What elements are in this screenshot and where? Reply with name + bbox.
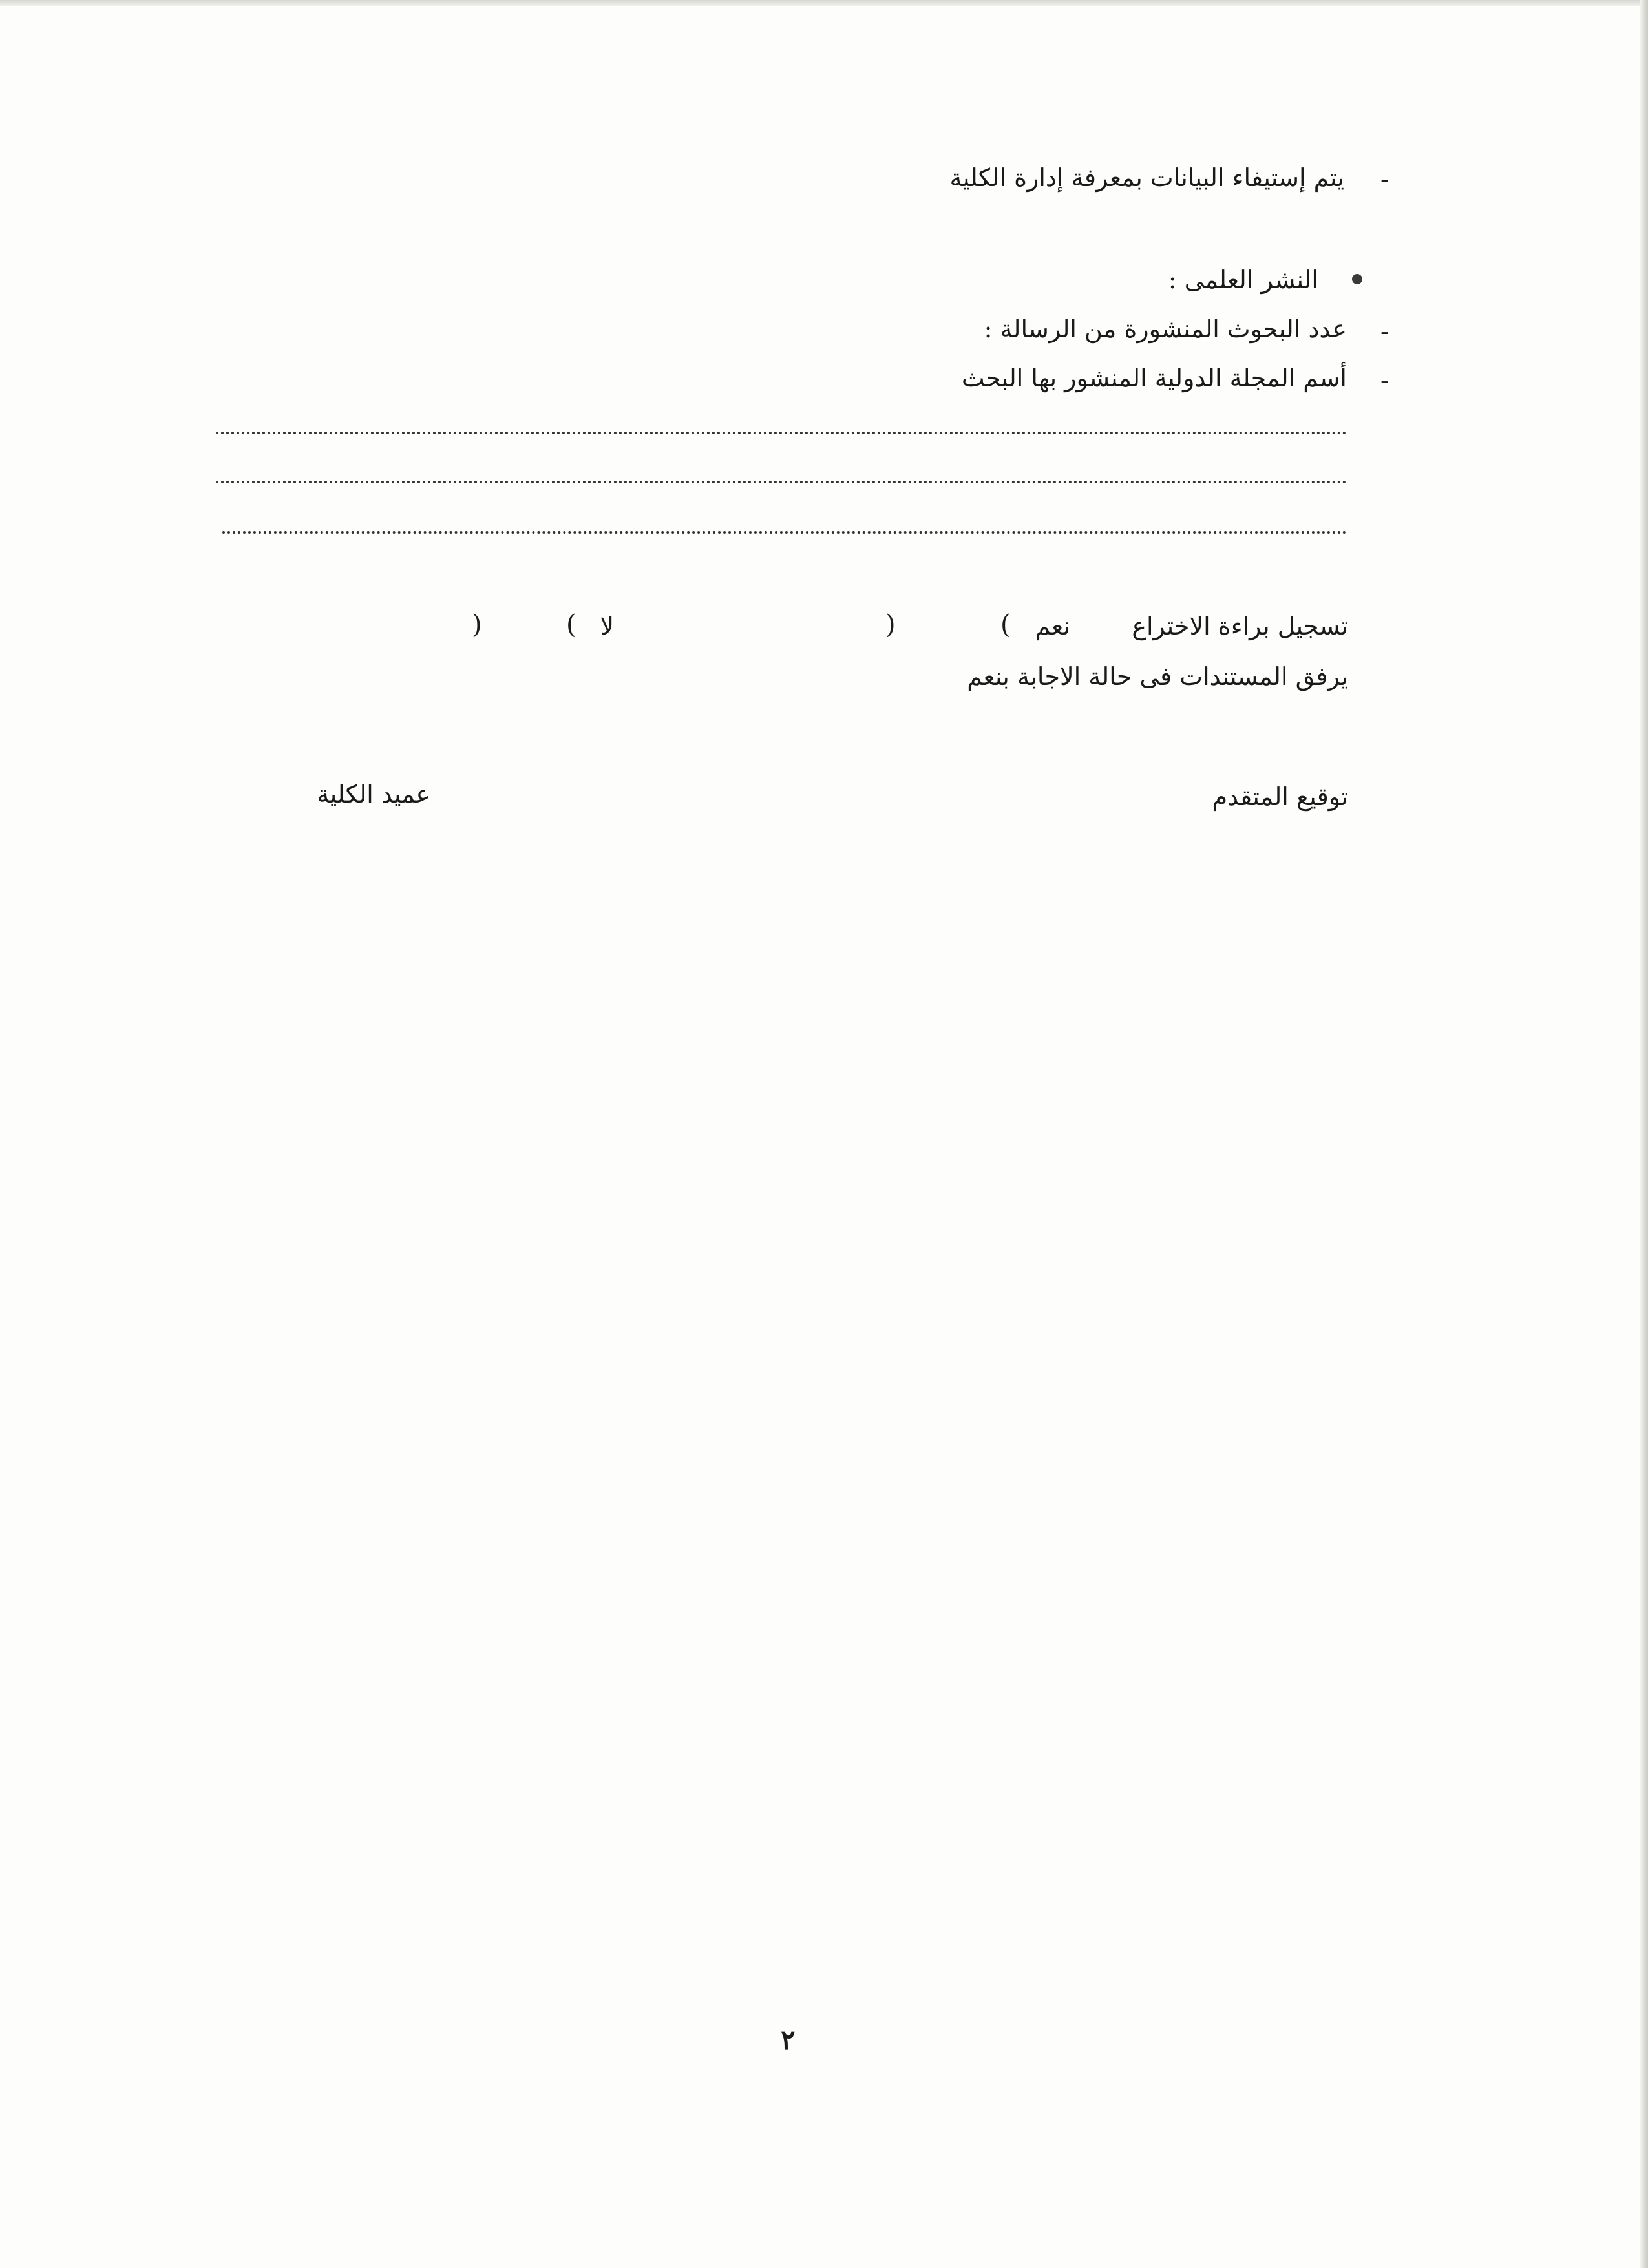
- patent-no-label: لا: [600, 612, 614, 640]
- yes-checkbox-close[interactable]: ): [885, 610, 896, 640]
- papers-count-line: عدد البحوث المنشورة من الرسالة :: [984, 315, 1347, 343]
- dash-marker: -: [1380, 317, 1389, 346]
- dotted-fill-line-3[interactable]: [222, 531, 1347, 534]
- bullet-icon: [1352, 274, 1362, 284]
- dash-marker: -: [1380, 366, 1389, 395]
- attach-note: يرفق المستندات فى حالة الاجابة بنعم: [967, 662, 1348, 691]
- patent-yes-label: نعم: [1035, 612, 1070, 640]
- journal-name-line: أسم المجلة الدولية المنشور بها البحث: [961, 364, 1347, 392]
- data-note-line: يتم إستيفاء البيانات بمعرفة إدارة الكلية: [949, 163, 1344, 192]
- dean-signature-label: عميد الكلية: [317, 780, 430, 808]
- page-number: ٢: [781, 2024, 796, 2055]
- applicant-signature-label: توقيع المتقدم: [1212, 782, 1348, 811]
- yes-checkbox-open[interactable]: (: [1000, 610, 1011, 640]
- section-title: النشر العلمى :: [1168, 266, 1318, 294]
- no-checkbox-open[interactable]: (: [566, 610, 576, 640]
- scan-edge-right: [1640, 0, 1648, 2268]
- dotted-fill-line-1[interactable]: [216, 432, 1347, 434]
- scan-edge-top: [0, 0, 1648, 6]
- dash-marker: -: [1380, 165, 1389, 193]
- patent-label: تسجيل براءة الاختراع: [1132, 612, 1348, 640]
- no-checkbox-close[interactable]: ): [472, 610, 482, 640]
- dotted-fill-line-2[interactable]: [216, 481, 1347, 483]
